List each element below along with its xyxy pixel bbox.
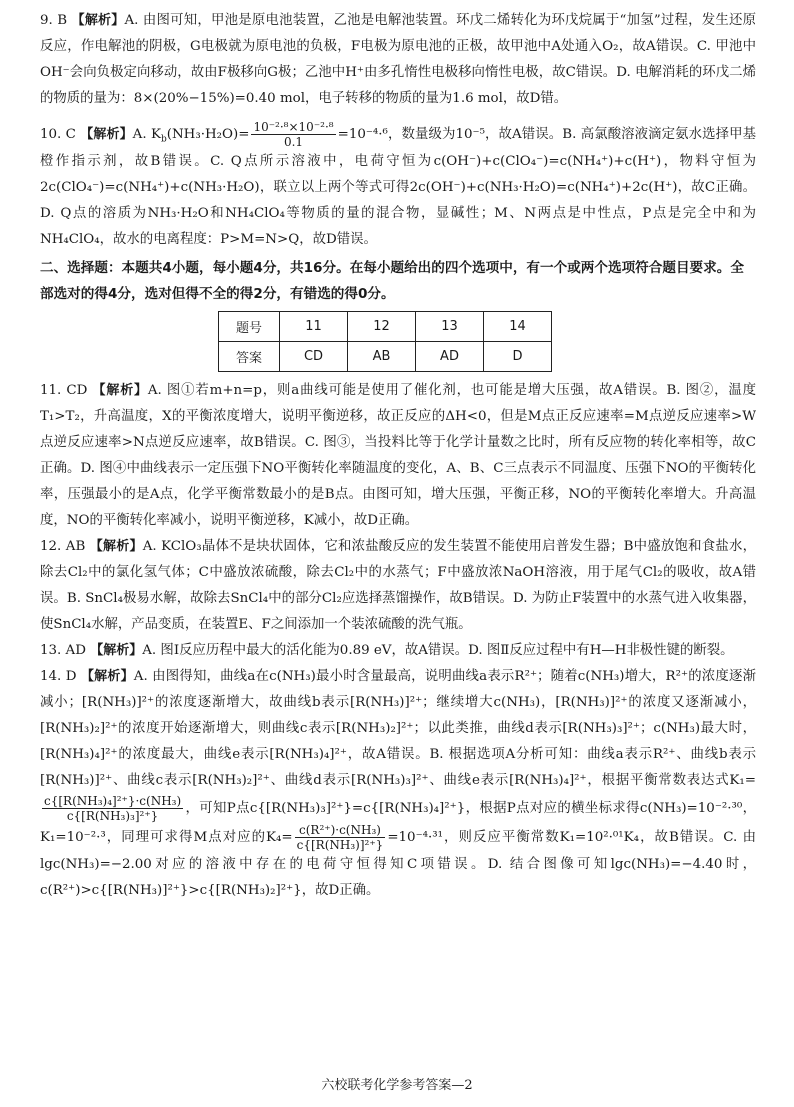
table-row	[219, 342, 552, 372]
answer-13-head: 13. AD	[40, 643, 86, 658]
answer-13	[40, 638, 756, 664]
analysis-tag: 【解析】	[71, 13, 125, 28]
analysis-tag: 【解析】	[80, 669, 134, 684]
table-row-label: 答案	[219, 342, 280, 372]
answer-page	[40, 8, 756, 904]
table-cell: AD	[416, 342, 484, 372]
table-cell: 14	[484, 312, 552, 342]
answer-10-head: 10. C	[40, 127, 76, 142]
table-row	[219, 312, 552, 342]
k1-numerator: c{[R(NH₃)₄]²⁺}·c(NH₃)	[44, 794, 182, 808]
k4-denominator: c{[R(NH₃)]²⁺}	[296, 838, 384, 852]
analysis-tag: 【解析】	[89, 539, 143, 554]
table-cell: D	[484, 342, 552, 372]
answer-12	[40, 534, 756, 638]
answer-9	[40, 8, 756, 112]
answer-12-text: A. KClO₃晶体不是块状固体，它和浓盐酸反应的发生装置不能使用启普发生器；B中盛放饱和食盐水，除去Cl₂中的氯化氢气体；C中盛放浓硫酸，除去Cl₂中的水蒸气；F中盛放浓NaOH溶液，用于尾气Cl₂的吸收，故A错误。B. SnCl₄极易水解，故除去SnCl₄中的部分Cl₂应选择蒸馏操作，故B错误。D. 为防止F装置中的水蒸气进入收集器，使SnCl₄水解，产品变质，在装置E、F之间添加一个装浓硫酸的洗气瓶。	[40, 539, 756, 632]
section-2-title: 二、选择题：本题共4小题，每小题4分，共16分。在每小题给出的四个选项中，有一个或两个选项符合题目要求。全部选对的得4分，选对但得不全的得2分，有错选的得0分。	[40, 260, 744, 302]
table-cell: AB	[348, 342, 416, 372]
analysis-tag: 【解析】	[80, 127, 133, 142]
page-footer: 六校联考化学参考答案—2	[321, 1078, 473, 1093]
table-cell: CD	[280, 342, 348, 372]
answer-14-text-3: =10⁻⁴·³¹，则反应平衡常数K₁=10²·⁰¹K₄，故B错误。C. 由lgc(NH₃)=−2.00对应的溶液中存在的电荷守恒得知C项错误。D. 结合图像可知lgc(NH₃)=−4.40时，c(R²⁺)>c{[R(NH₃)]²⁺}>c{[R(NH₃)₂]²⁺}，故D正确。	[40, 830, 756, 898]
answer-10-text: =10⁻⁴·⁶，数量级为10⁻⁵，故A错误。B. 高氯酸溶液滴定氨水选择甲基橙作指示剂，故B错误。C. Q点所示溶液中，电荷守恒为c(OH⁻)+c(ClO₄⁻)=c(NH₄⁺)+c(H⁺)，物料守恒为2c(ClO₄⁻)=c(NH₄⁺)+c(NH₃·H₂O)，联立以上两个等式可得2c(OH⁻)+c(NH₃·H₂O)=c(NH₄⁺)+2c(H⁺)，故C正确。D. Q点的溶质为NH₃·H₂O和NH₄ClO₄等物质的量的混合物，显碱性；M、N两点是中性点，P点是完全中和为NH₄ClO₄，故水的电离程度：P>M=N>Q，故D错误。	[40, 127, 756, 247]
answer-9-text: A. 由图可知，甲池是原电池装置，乙池是电解池装置。环戊二烯转化为环戊烷属于“加氢”过程，发生还原反应，作电解池的阴极，G电极就为原电池的负极，F电极为原电池的正极，故甲池中A处通入O₂，故A错误。C. 甲池中OH⁻会向负极定向移动，故由F极移向G极；乙池中H⁺由多孔惰性电极移向惰性电极，故C错误。D. 电解消耗的环戊二烯的物质的量为：8×(20%−15%)=0.40 mol，电子转移的物质的量为1.6 mol，故D错。	[40, 13, 756, 106]
k4-fraction	[295, 823, 386, 852]
kb-fraction	[251, 120, 335, 149]
kb-subscript: b	[160, 134, 167, 145]
answer-14-text-2: ，可知P点c{[R(NH₃)₃]²⁺}=c{[R(NH₃)₄]²⁺}，根据P点对应的横坐标求得c(NH₃)=10⁻²·³⁰，K₁=10⁻²·³，同理可求得M点对应的K₄=	[40, 801, 756, 845]
answer-11-head: 11. CD	[40, 383, 88, 398]
kb-numerator: 10⁻²·⁸×10⁻²·⁸	[253, 120, 334, 134]
table-cell: 13	[416, 312, 484, 342]
answer-14-text-1: A. 由图得知，曲线a在c(NH₃)最小时含量最高，说明曲线a表示R²⁺；随着c(NH₃)增大，R²⁺的浓度逐渐减小；[R(NH₃)]²⁺的浓度逐渐增大，故曲线b表示[R(NH₃)]²⁺；继续增大c(NH₃)，[R(NH₃)]²⁺的浓度又逐渐减小，[R(NH₃)₂]²⁺的浓度开始逐渐增大，则曲线c表示[R(NH₃)₂]²⁺；以此类推，曲线d表示[R(NH₃)₃]²⁺；c(NH₃)最大时，[R(NH₃)₄]²⁺的浓度最大，曲线e表示[R(NH₃)₄]²⁺，故A错误。B. 根据选项A分析可知：曲线a表示R²⁺、曲线b表示[R(NH₃)]²⁺、曲线c表示[R(NH₃)₂]²⁺、曲线d表示[R(NH₃)₃]²⁺、曲线e表示[R(NH₃)₄]²⁺，根据平衡常数表达式K₁=	[40, 669, 756, 788]
table-cell: 11	[280, 312, 348, 342]
answer-12-head: 12. AB	[40, 539, 86, 554]
table-cell: 12	[348, 312, 416, 342]
answer-14	[40, 664, 756, 904]
kb-formula: (NH₃·H₂O)=	[166, 127, 250, 142]
answer-13-text: A. 图Ⅰ反应历程中最大的活化能为0.89 eV，故A错误。D. 图Ⅱ反应过程中有H—H非极性键的断裂。	[142, 643, 734, 658]
k4-numerator: c(R²⁺)·c(NH₃)	[295, 823, 386, 838]
answer-14-head: 14. D	[40, 669, 77, 684]
k1-fraction	[42, 794, 183, 823]
analysis-tag: 【解析】	[92, 383, 148, 398]
answer-11	[40, 378, 756, 534]
kb-prefix: A. K	[132, 127, 161, 142]
kb-denominator: 0.1	[283, 135, 304, 149]
k1-denominator: c{[R(NH₃)₃]²⁺}	[66, 809, 159, 823]
answer-11-text: A. 图①若m+n=p，则a曲线可能是使用了催化剂，也可能是增大压强，故A错误。B. 图②，温度T₁>T₂，升高温度，X的平衡浓度增大，说明平衡逆移，故正反应的ΔH<0，但是M点正反应速率=M点逆反应速率>W点逆反应速率>N点逆反应速率，故B错误。C. 图③，当投料比等于化学计量数之比时，所有反应物的转化率相等，故C正确。D. 图④中曲线表示一定压强下NO平衡转化率随温度的变化，A、B、C三点表示不同温度、压强下NO的平衡转化率，压强最小的是A点，化学平衡常数最小的是B点。由图可知，增大压强，平衡正移，NO的平衡转化率增大。升高温度，NO的平衡转化率减小，说明平衡逆移，K减小，故D正确。	[40, 383, 756, 528]
analysis-tag: 【解析】	[90, 643, 143, 658]
table-row-label: 题号	[219, 312, 280, 342]
answer-9-head: 9. B	[40, 13, 68, 28]
answer-table	[218, 311, 552, 372]
answer-10	[40, 120, 756, 253]
